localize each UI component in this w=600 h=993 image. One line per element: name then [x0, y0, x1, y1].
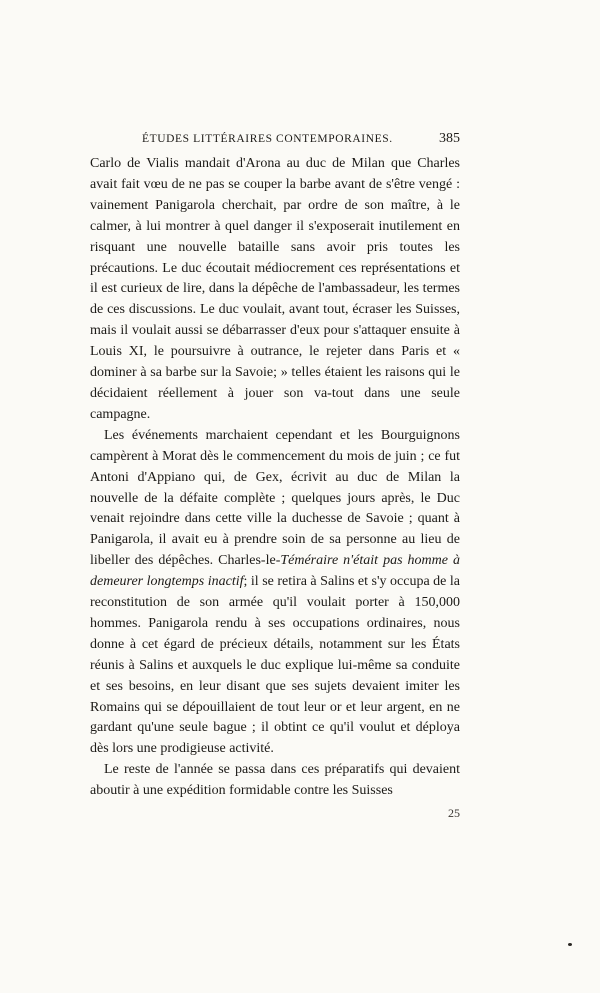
running-head [90, 131, 460, 153]
paragraph-2-italic: Téméraire n'était pas homme à demeurer longtemps inactif [90, 553, 460, 590]
ink-speck [568, 943, 572, 946]
running-head-title: ÉTUDES LITTÉRAIRES CONTEMPORAINES. [142, 133, 393, 145]
paragraph-2-end: ; il se retira à Salins et s'y occupa de la reconstitution de son armée qu'il voulait porter à 150,000 hommes. Panigarola rendu à ses occupations ordinaires, nous donne à cet égard de précieux détails, notamment sur les États réunis à Salins et auxquels le duc explique lui-même sa conduite et ses besoins, en leur disant que ses sujets devaient imiter les Romains qui se dépouillaient de tout leur or et leur argent, en ne gardant qu'une seule bague ; il obtint ce qu'il voulut et déploya dès lors une prodigieuse activité. [90, 574, 461, 757]
paragraph-1: Carlo de Vialis mandait d'Arona au duc de Milan que Charles avait fait vœu de ne pas se couper la barbe avant de s'être vengé : vainement Panigarola cherchait, par ordre de son maître, à le calmer, à lui montrer à quel danger il s'exposerait inutilement en risquant une nouvelle bataille sans avoir pris toutes les précautions. Le duc écoutait médiocrement ces représentations et il est curieux de lire, dans la dépêche de l'ambassadeur, les termes de ces discussions. Le duc voulait, avant tout, écraser les Suisses, mais il voulait aussi se débarrasser d'eux pour s'attaquer ensuite à Louis XI, le poursuivre à outrance, le rejeter dans Paris et « dominer à sa barbe sur la Savoie; » telles étaient les raisons qui le décidaient réellement à jouer son va-tout dans une seule campagne. [90, 156, 460, 422]
page-number: 385 [439, 131, 460, 146]
paragraph-3: Le reste de l'année se passa dans ces préparatifs qui devaient aboutir à une expédition formidable contre les Suisses [90, 762, 460, 799]
paragraph-2 [90, 426, 460, 761]
signature-mark: 25 [448, 806, 460, 820]
paragraph-2-start: Les événements marchaient cependant et les Bourguignons campèrent à Morat dès le commencement du mois de juin ; ce fut Antoni d'Appiano qui, de Gex, écrivit au duc de Milan la nouvelle de la défaite complète ; quelques jours après, le Duc venait rejoindre dans cette ville la duchesse de Savoie ; quant à Panigarola, il avait eu à prendre soin de sa personne au lieu de libeller des dépêches. Charles-le- [90, 427, 460, 569]
body-text [90, 154, 460, 802]
